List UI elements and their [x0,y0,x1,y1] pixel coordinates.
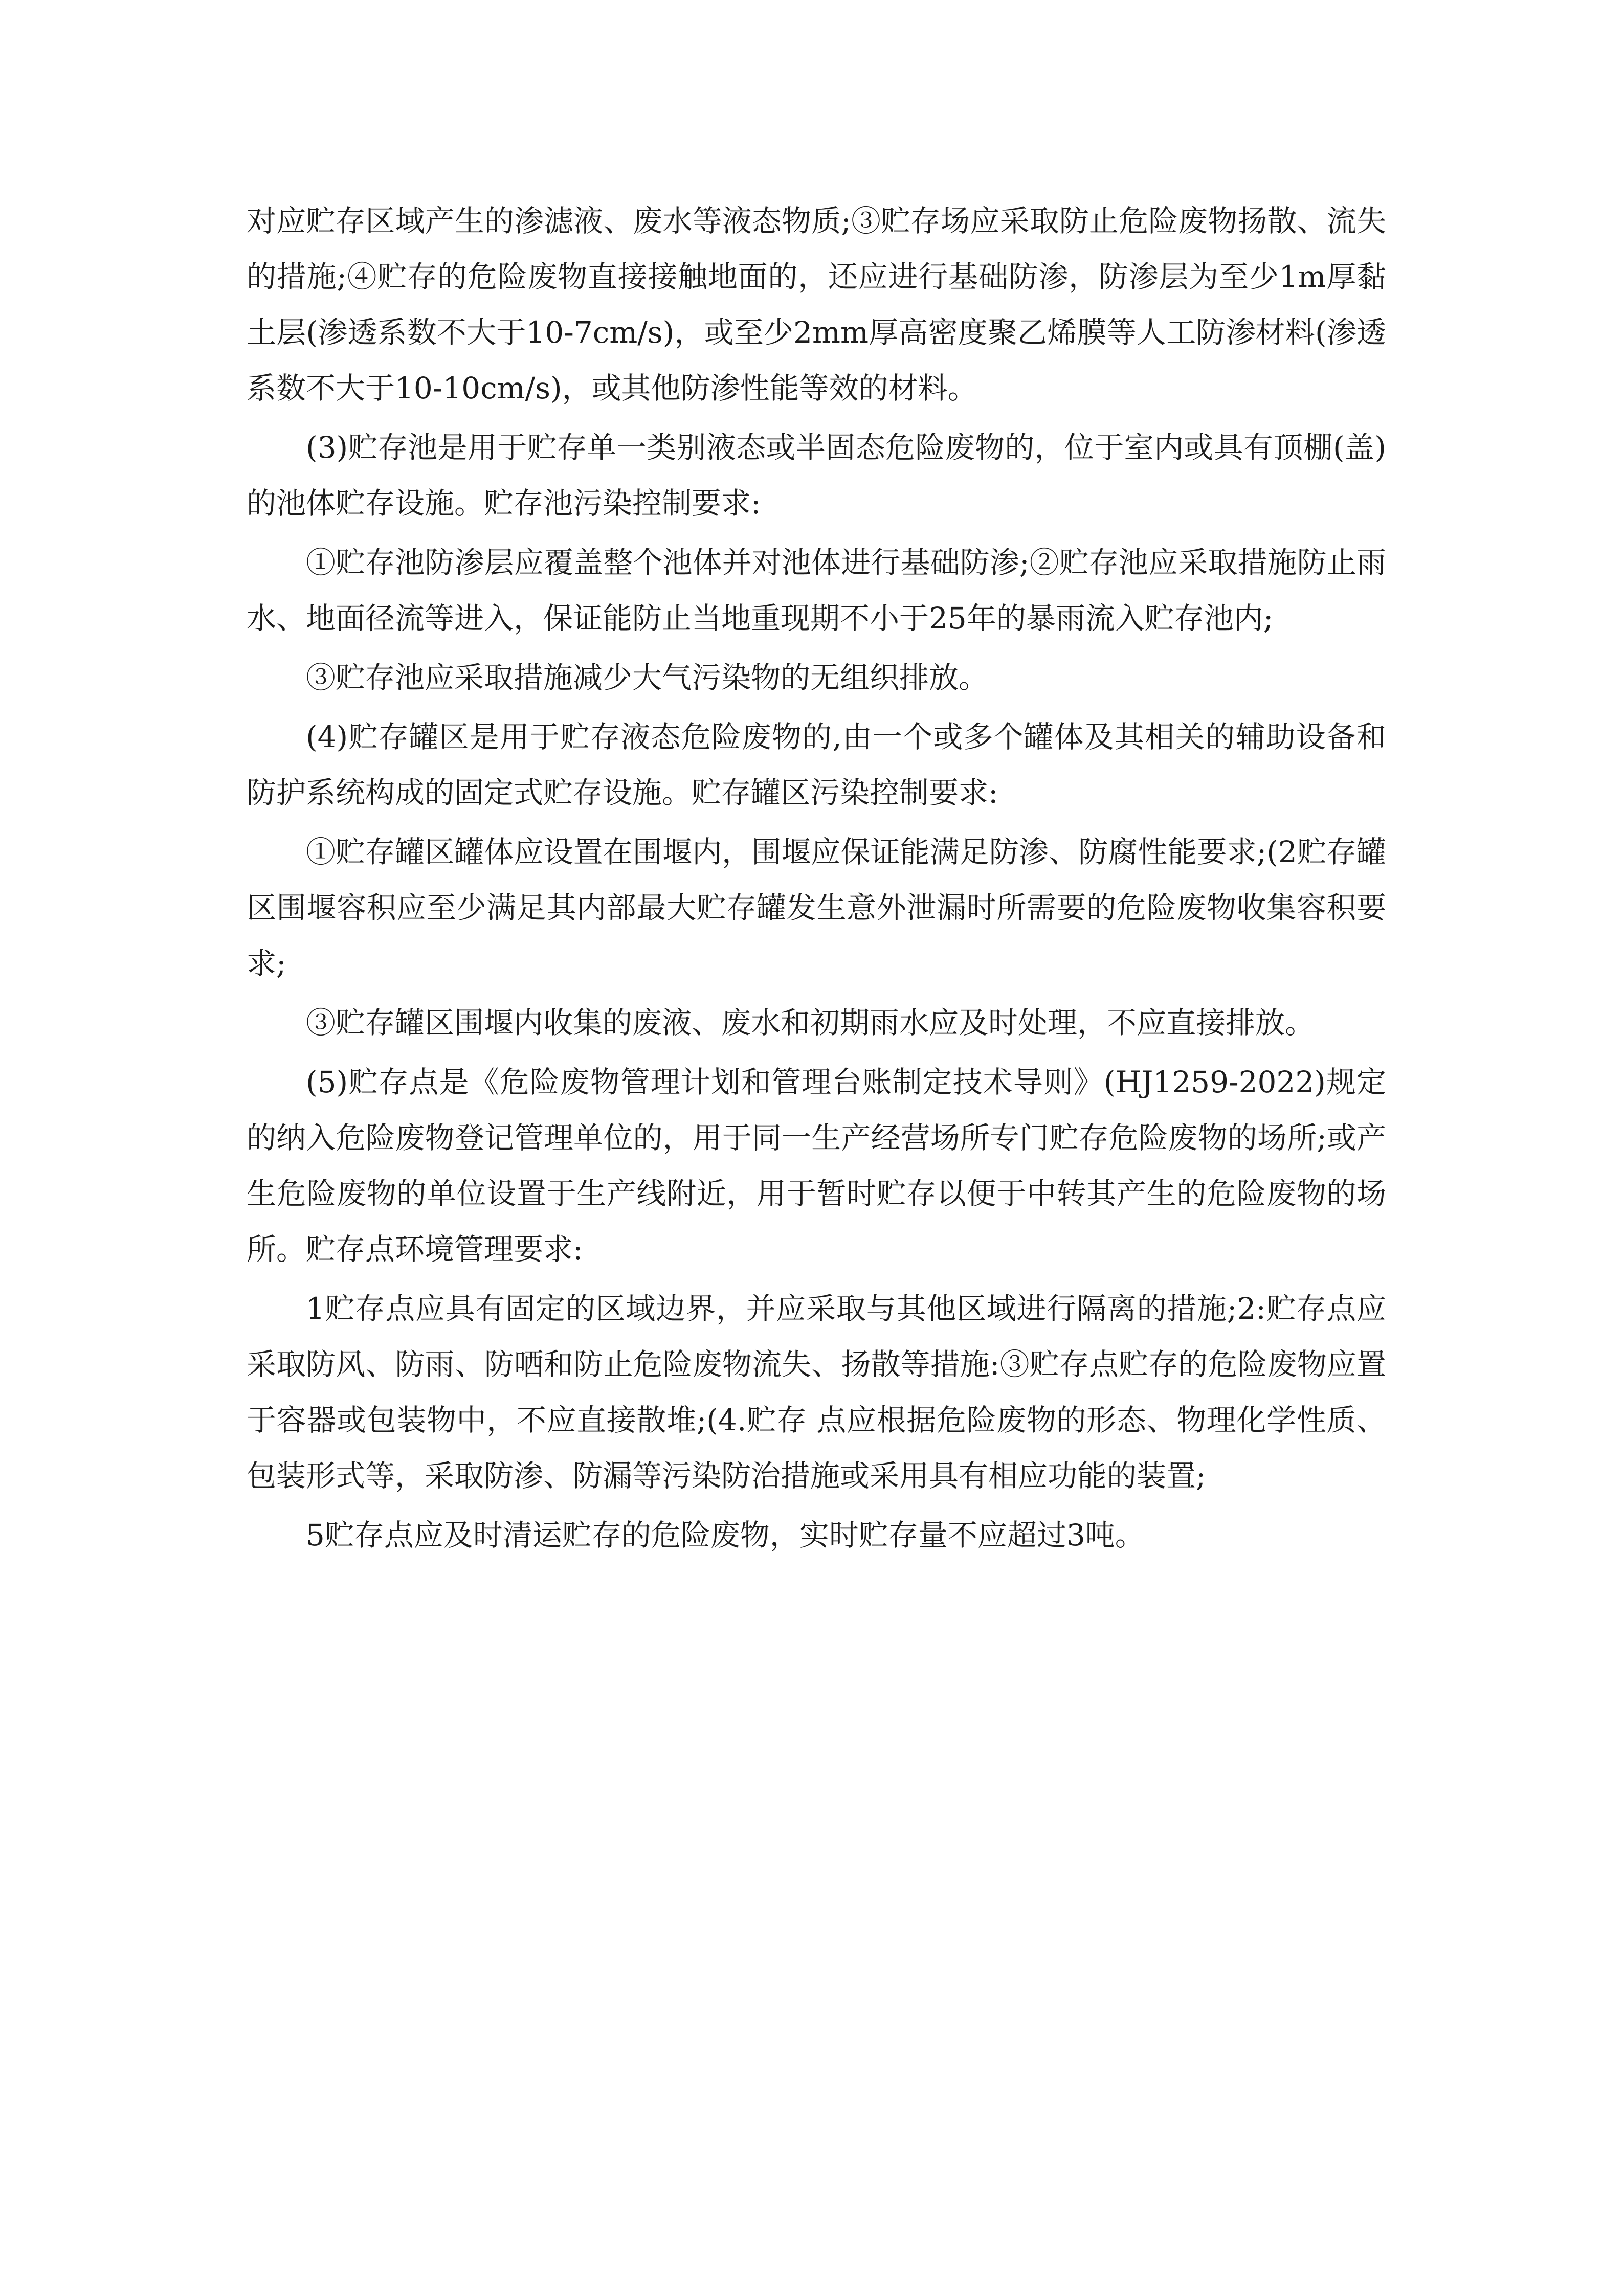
paragraph-storage-pool: (3)贮存池是用于贮存单一类别液态或半固态危险废物的，位于室内或具有顶棚(盖)的池体贮存设施。贮存池污染控制要求: [247,430,1386,521]
paragraph-storage-point: (5)贮存点是《危险废物管理计划和管理台账制定技术导则》(HJ1259-2022)规定的纳入危险废物登记管理单位的，用于同一生产经营场所专门贮存危险废物的场所;或产生危险废物的单位设置于生产线附近，用于暂时贮存以便于中转其产生的危险废物的场所。贮存点环境管理要求: [247,1065,1386,1267]
paragraph-tank-area-requirements: ①贮存罐区罐体应设置在围堰内，围堰应保证能满足防渗、防腐性能要求;(2贮存罐区围堰容积应至少满足其内部最大贮存罐发生意外泄漏时所需要的危险废物收集容积要求; [247,835,1386,981]
paragraph-tank-area: (4)贮存罐区是用于贮存液态危险废物的,由一个或多个罐体及其相关的辅助设备和防护系统构成的固定式贮存设施。贮存罐区污染控制要求: [247,719,1386,810]
paragraph-storage-pool-emissions: ③贮存池应采取措施减少大气污染物的无组织排放。 [306,660,989,695]
paragraph-storage-site-continued: 对应贮存区域产生的渗滤液、废水等液态物质;③贮存场应采取防止危险废物扬散、流失的措施;④贮存的危险废物直接接触地面的，还应进行基础防渗，防渗层为至少1m厚黏土层(渗透系数不大于10-7cm/s)，或至少2mm厚高密度聚乙烯膜等人工防渗材料(渗透系数不大于10-10cm/s)，或其他防渗性能等效的材料。 [247,204,1386,406]
paragraph-tank-area-discharge: ③贮存罐区围堰内收集的废液、废水和初期雨水应及时处理，不应直接排放。 [306,1005,1315,1040]
paragraph-storage-point-clearance: 5贮存点应及时清运贮存的危险废物，实时贮存量不应超过3吨。 [306,1518,1145,1552]
body-text [247,193,1386,1567]
paragraph-storage-pool-requirements: ①贮存池防渗层应覆盖整个池体并对池体进行基础防渗;②贮存池应采取措施防止雨水、地面径流等进入，保证能防止当地重现期不小于25年的暴雨流入贮存池内; [247,545,1386,636]
paragraph-storage-point-requirements: 1贮存点应具有固定的区域边界，并应采取与其他区域进行隔离的措施;2:贮存点应采取防风、防雨、防哂和防止危险废物流失、扬散等措施:③贮存点贮存的危险废物应置于容器或包装物中，不应直接散堆;(4.贮存 点应根据危险废物的形态、物理化学性质、包装形式等，采取防渗、防漏等污染防治措施或采用具有相应功能的装置; [247,1291,1386,1493]
